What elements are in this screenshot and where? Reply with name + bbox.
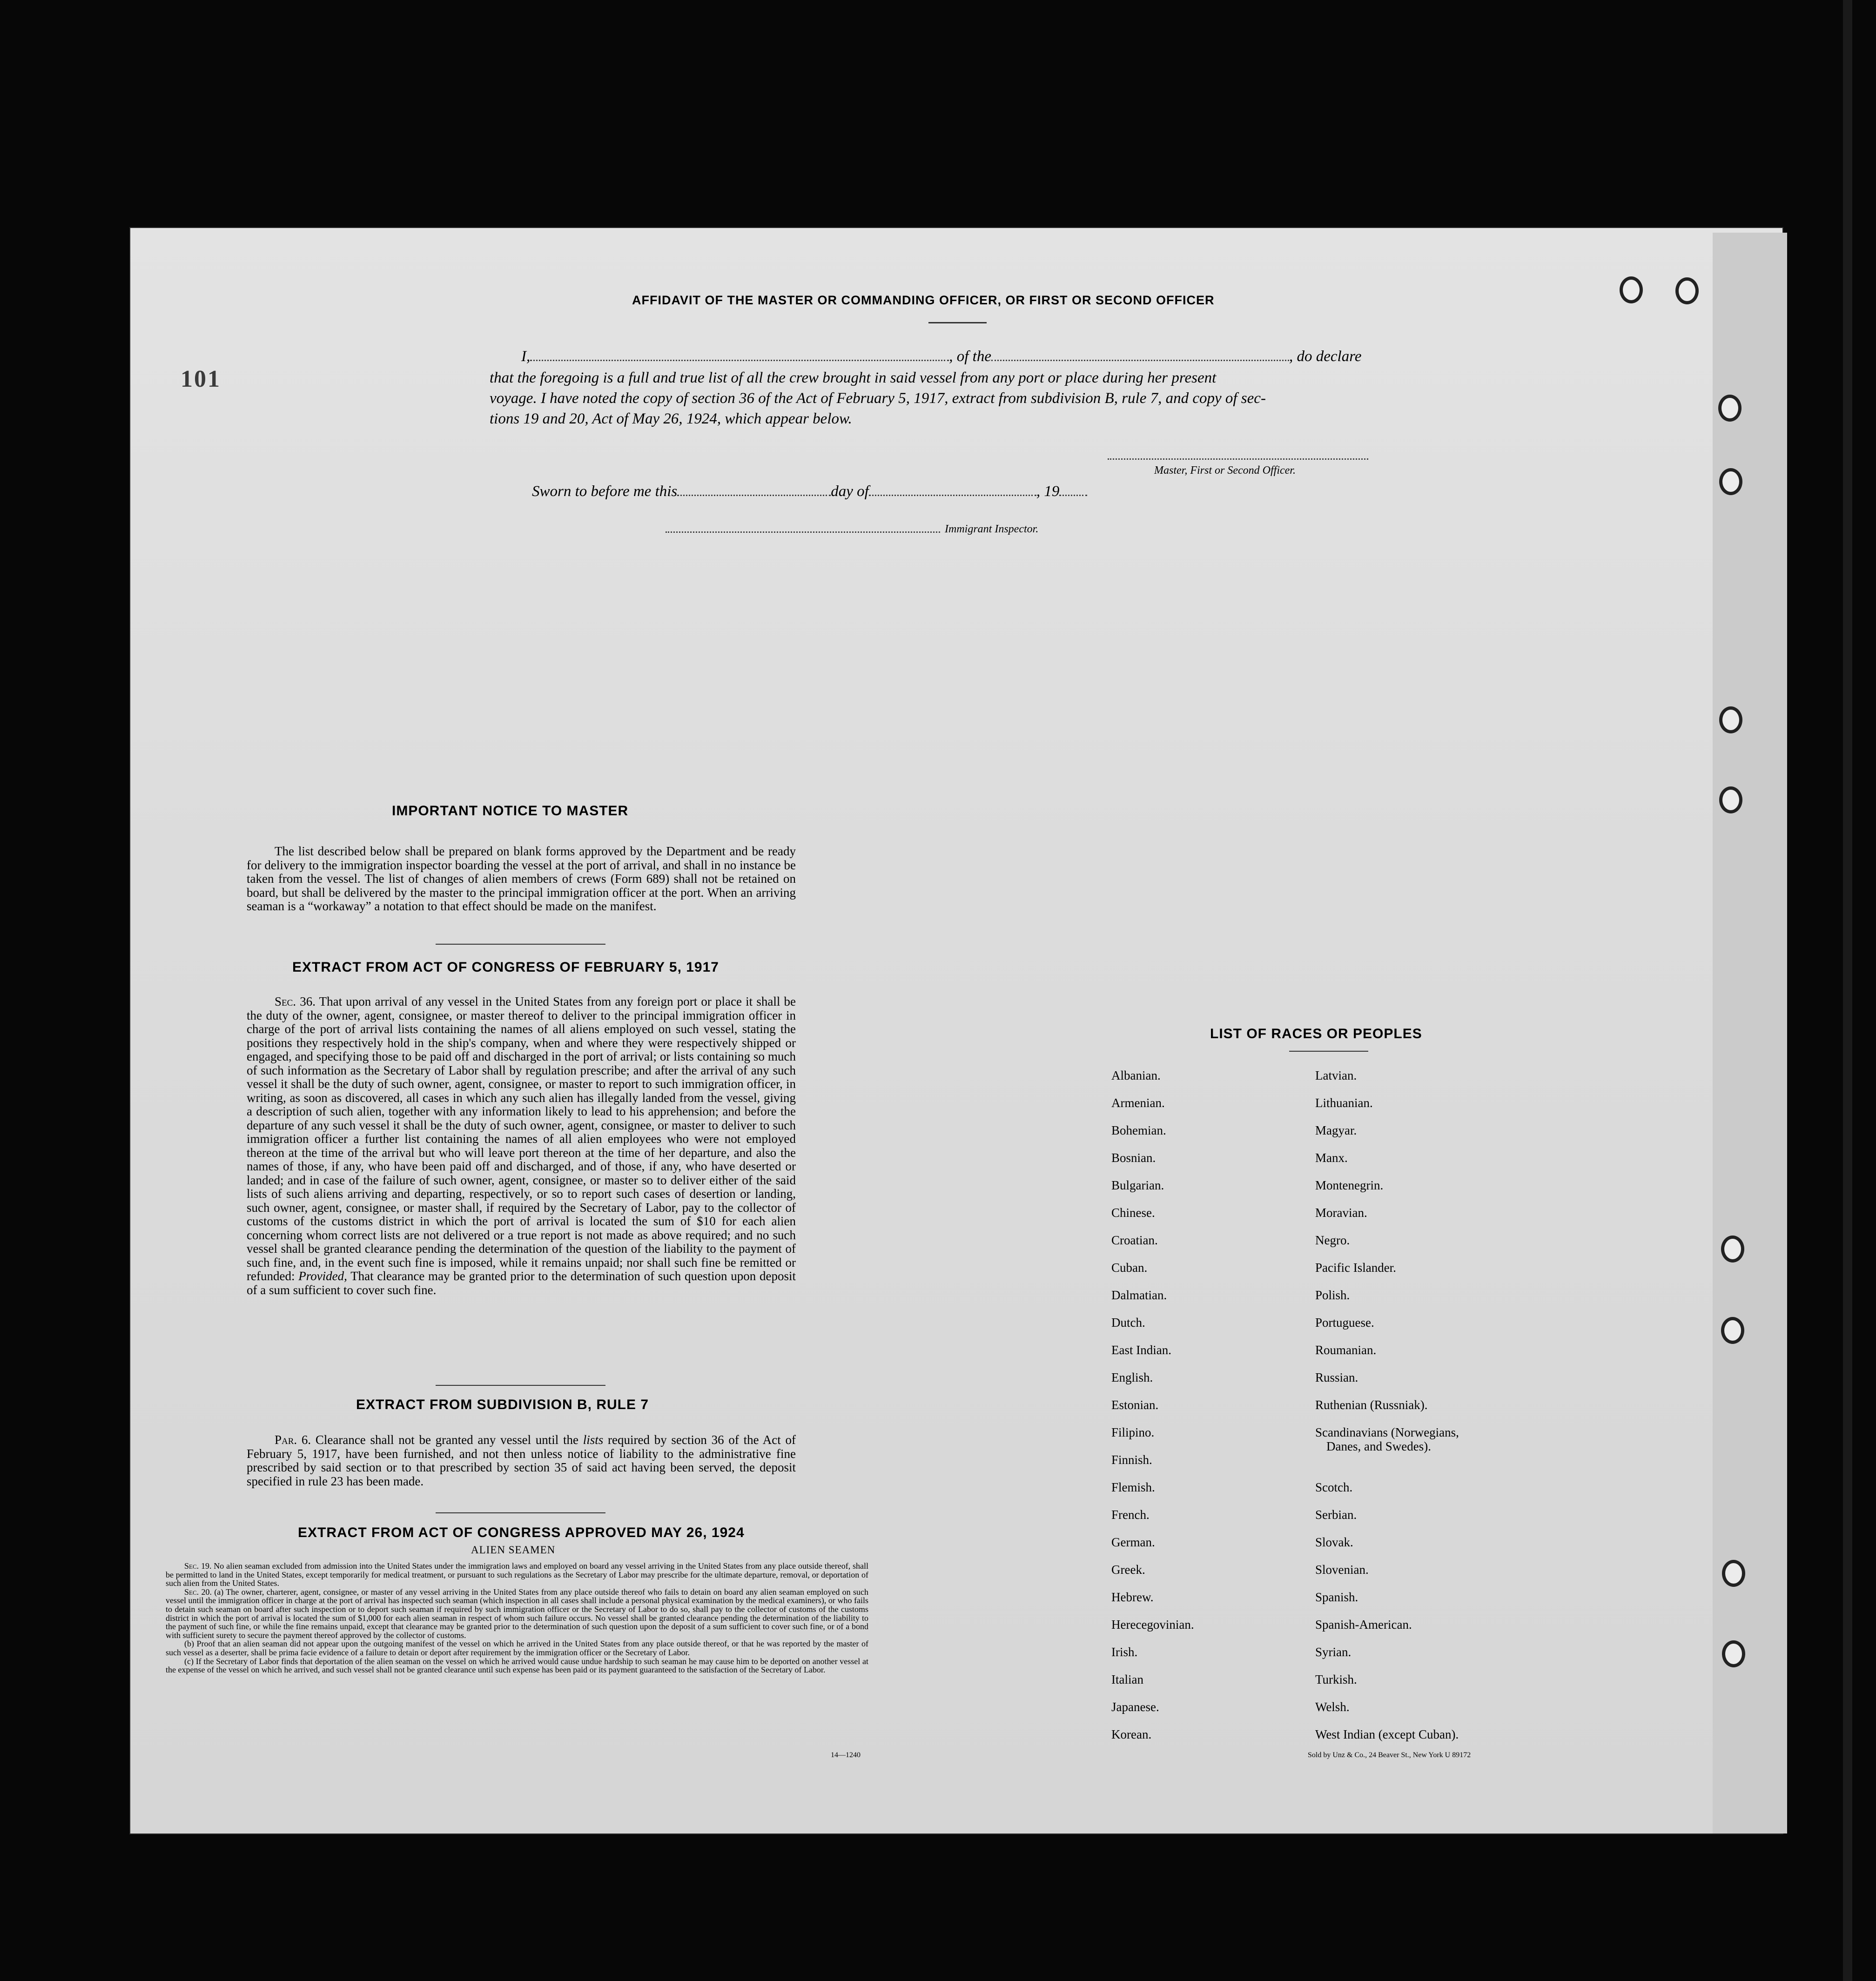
race-item: Montenegrin. xyxy=(1315,1178,1384,1192)
race-item: Bohemian. xyxy=(1111,1123,1166,1137)
race-item: East Indian. xyxy=(1111,1343,1171,1357)
extract-1924-block xyxy=(166,1562,868,1674)
race-item: Moravian. xyxy=(1315,1206,1367,1220)
notice-body-block xyxy=(247,845,796,913)
punch-hole xyxy=(1718,395,1742,422)
sec-36-label: Sec. 36. xyxy=(275,994,316,1008)
day-of-text: day of xyxy=(831,483,869,500)
provided-word: Provided, xyxy=(298,1269,347,1283)
par-6-body-a: Clearance shall not be granted any vessel until the xyxy=(315,1433,579,1447)
race-item: Albanian. xyxy=(1111,1068,1161,1082)
race-item: Latvian. xyxy=(1315,1068,1357,1082)
section-rule xyxy=(436,944,605,945)
race-item: Pacific Islander. xyxy=(1315,1261,1396,1275)
race-item: Estonian. xyxy=(1111,1398,1159,1412)
sec-20b-text: (b) Proof that an alien seaman did not appear upon the outgoing manifest of the vessel on which he arrived in the United States from any place outside thereof, or that he was reported by the master of such vessel as a deserter, shall be prima facie evidence of a failure to detain or deport after requirement by the immigration officer or the Secretary of Labor. xyxy=(166,1639,868,1657)
sec-20a-text xyxy=(166,1588,868,1640)
notice-title: IMPORTANT NOTICE TO MASTER xyxy=(392,803,629,819)
sec-36-body: That upon arrival of any vessel in the United States from any foreign port or place it shall be the duty of the owner, agent, consignee, or master thereof to deliver to the principal immigration officer in charge of the port of arrival lists containing the names of all aliens employed on such vessel, stating the positions they respectively hold in the ship's company, when and where they were respectively shipped or engaged, and specifying those to be paid off and discharged in the port of arrival; or lists containing so much of such information as the Secretary of Labor shall by regulation prescribe; and after the arrival of any such vessel it shall be the duty of such owner, agent, consignee, or master to report to such immigration officer, in writing, as soon as discovered, all cases in which any such alien has illegally landed from the vessel, giving a description of such alien, together with any information likely to lead to his apprehension; and before the departure of any such vessel it shall be the duty of such owner, agent, consignee, or master to deliver to such immigration officer a further list containing the names of all alien employees who were not employed thereon at the time of the arrival but who will leave port thereon at the time of her departure, and also the names of those, if any, who have been paid off and discharged, and of those, if any, who have deserted or landed; and in case of the failure of such owner, agent, consignee, or master so to deliver either of the said lists of such aliens arriving and departing, respectively, or so to report such cases of desertion or landing, such owner, agent, consignee, or master shall, if required by the Secretary of Labor, pay to the collector of customs of the customs district in which the port of arrival is located the sum of $10 for each alien concerning whom correct lists are not delivered or a true report is not made as above required; and no such vessel shall be granted clearance pending the determination of the question of the liability to the payment of such fine, and, in the event such fine is imposed, while it remains unpaid; nor shall such fine be remitted or refunded: xyxy=(247,994,796,1283)
race-item: Chinese. xyxy=(1111,1206,1155,1220)
year-blank xyxy=(1059,490,1087,496)
race-item: Portuguese. xyxy=(1315,1316,1374,1330)
race-item: Scotch. xyxy=(1315,1480,1353,1494)
printer-credit: Sold by Unz & Co., 24 Beaver St., New York U 89172 xyxy=(1308,1751,1471,1759)
punch-hole xyxy=(1721,1236,1744,1262)
race-item: Dutch. xyxy=(1111,1316,1145,1330)
affidavit-line-1 xyxy=(521,348,1361,365)
sworn-line xyxy=(532,483,1087,500)
race-item: Spanish. xyxy=(1315,1590,1358,1604)
master-signature-blank xyxy=(1108,458,1368,460)
race-item: Flemish. xyxy=(1111,1480,1155,1494)
sec-19-body: No alien seaman excluded from admission into the United States under the immigration laws and employed on board any vessel arriving in the United States from any place outside thereof, shall be permitted to land in the United States, except temporarily for medical treatment, or pursuant to such regulations as the Secretary of Labor may prescribe for the ultimate departure, removal, or deportation of such alien from the United States. xyxy=(166,1561,869,1588)
sworn-text: Sworn to before me this xyxy=(532,483,678,500)
inspector-label: Immigrant Inspector. xyxy=(945,523,1039,535)
alien-seamen-subtitle: ALIEN SEAMEN xyxy=(471,1544,556,1556)
master-label: Master, First or Second Officer. xyxy=(1154,464,1296,477)
race-item: Lithuanian. xyxy=(1315,1096,1373,1110)
form-number: 14—1240 xyxy=(831,1751,861,1759)
race-item: Irish. xyxy=(1111,1645,1138,1659)
sworn-date-blank xyxy=(677,490,831,496)
race-item: Turkish. xyxy=(1315,1672,1357,1686)
extract-1917-text xyxy=(247,995,796,1297)
punch-hole xyxy=(1722,1640,1745,1667)
extract-rule7-block xyxy=(247,1433,796,1488)
extract-rule7-title: EXTRACT FROM SUBDIVISION B, RULE 7 xyxy=(356,1397,649,1412)
race-item: Welsh. xyxy=(1315,1700,1350,1714)
race-item: Ruthenian (Russniak). xyxy=(1315,1398,1428,1412)
punch-hole xyxy=(1722,1560,1745,1587)
race-item: Armenian. xyxy=(1111,1096,1165,1110)
affidavit-i: I, xyxy=(521,348,531,365)
affidavit-line-2: that the foregoing is a full and true list of all the crew brought in said vessel from any port or place during her present xyxy=(490,369,1217,386)
race-item: Herecegovinian. xyxy=(1111,1618,1194,1632)
name-blank xyxy=(530,355,949,361)
title-rule xyxy=(928,322,987,323)
race-item: Syrian. xyxy=(1315,1645,1352,1659)
punch-hole xyxy=(1719,786,1742,813)
race-item: Polish. xyxy=(1315,1288,1350,1302)
lists-word: lists xyxy=(583,1433,604,1447)
punch-hole xyxy=(1719,468,1742,495)
sec-19-label: Sec. 19. xyxy=(184,1561,212,1571)
affidavit-title: AFFIDAVIT OF THE MASTER OR COMMANDING OFFICER, OR FIRST OR SECOND OFFICER xyxy=(632,293,1215,307)
race-item: German. xyxy=(1111,1535,1155,1549)
race-item: Italian xyxy=(1111,1672,1143,1686)
sec-19-text xyxy=(166,1562,868,1588)
race-item: Dalmatian. xyxy=(1111,1288,1167,1302)
race-item: Japanese. xyxy=(1111,1700,1159,1714)
month-blank xyxy=(869,490,1036,496)
sec-36-tail: That clearance may be granted prior to the determination of such question upon deposit of a sum sufficient to cover such fine. xyxy=(247,1269,796,1297)
punch-hole xyxy=(1719,706,1742,733)
race-item: Russian. xyxy=(1315,1370,1358,1384)
section-rule xyxy=(436,1512,605,1513)
race-item: Slovak. xyxy=(1315,1535,1353,1549)
affidavit-line-3: voyage. I have noted the copy of section 36 of the Act of February 5, 1917, extract from subdivision B, rule 7, and copy of sec- xyxy=(490,390,1266,407)
race-item: French. xyxy=(1111,1508,1150,1522)
bleed-through-text xyxy=(1066,269,1070,287)
sec-20-label: Sec. 20. xyxy=(184,1587,212,1597)
race-item: Spanish-American. xyxy=(1315,1618,1412,1632)
year-prefix: , 19 xyxy=(1036,483,1060,500)
race-item: Bosnian. xyxy=(1111,1151,1156,1165)
race-item: Serbian. xyxy=(1315,1508,1357,1522)
race-item: Korean. xyxy=(1111,1727,1152,1741)
extract-1917-block xyxy=(247,995,796,1297)
races-title: LIST OF RACES OR PEOPLES xyxy=(1210,1026,1422,1041)
stamp-number: 101 xyxy=(181,366,221,392)
sec-20c-text: (c) If the Secretary of Labor finds that deportation of the alien seaman on the vessel on which he arrived would cause undue hardship to such seaman he may cause him to be deported on another vessel at the expense of the vessel on which he arrived, and such vessel shall not be granted clearance until such expense has been paid or its payment guaranteed to the satisfaction of the Secretary of Labor. xyxy=(166,1656,868,1675)
notice-body: The list described below shall be prepared on blank forms approved by the Department and be ready for delivery to the immigration inspector boarding the vessel at the port of arrival, and shall in no instance be taken from the vessel. The list of changes of alien members of crews (Form 689) shall not be retained on board, but shall be delivered by the master to the principal immigration officer at the port. When an arriving seaman is a “workaway” a notation to that effect should be made on the manifest. xyxy=(247,844,796,913)
affidavit-line-4: tions 19 and 20, Act of May 26, 1924, which appear below. xyxy=(490,410,852,427)
race-item: Croatian. xyxy=(1111,1233,1158,1247)
section-rule xyxy=(436,1385,605,1386)
extract-1924-title: EXTRACT FROM ACT OF CONGRESS APPROVED MAY 26, 1924 xyxy=(298,1525,745,1540)
par-6-label: Par. 6. xyxy=(275,1433,311,1447)
race-item: Manx. xyxy=(1315,1151,1348,1165)
punch-hole xyxy=(1721,1317,1744,1344)
race-item: Cuban. xyxy=(1111,1261,1148,1275)
par-6-body-b: required by section 36 of the Act of February 5, 1917, have been furnished, and not then unless notice of liability to the administrative fine prescribed by said section or to that prescribed by section 35 of said act having been served, the deposit specified in rule 23 has been made. xyxy=(247,1433,796,1488)
race-item: Magyar. xyxy=(1315,1123,1357,1137)
race-item: Finnish. xyxy=(1111,1453,1152,1467)
sec-20a-body: (a) The owner, charterer, agent, consignee, or master of any vessel arriving in the United States from any place outside thereof who fails to detain on board any alien seaman employed on such vessel until the immigration officer in charge at the port of arrival has inspected such seaman (which inspection in all cases shall include a personal physical examination by the medical examiners), or who fails to detain such seaman on board after such inspection or to deport such seaman if required by such immigration officer or the Secretary of Labor to do so, shall pay to the collector of customs of the customs district in which the port of arrival is located the sum of $1,000 for each alien seaman in respect of whom such failure occurs. No vessel shall be granted clearance pending the determination of the liability to the payment of such fine, or while the fine remains unpaid, except that clearance may be granted prior to the determination of such question upon the deposit of a sum sufficient to cover such fine, or of a bond with sufficient surety to secure the payment thereof approved by the collector of customs. xyxy=(166,1587,868,1640)
race-item: Hebrew. xyxy=(1111,1590,1154,1604)
scanner-edge xyxy=(1843,0,1852,1981)
punch-hole xyxy=(1675,277,1699,304)
race-item: Slovenian. xyxy=(1315,1563,1369,1577)
race-item: Danes, and Swedes). xyxy=(1326,1439,1431,1453)
vessel-blank xyxy=(991,355,1289,361)
affidavit-declare: , do declare xyxy=(1289,348,1362,365)
race-item: Roumanian. xyxy=(1315,1343,1377,1357)
race-item: Negro. xyxy=(1315,1233,1350,1247)
races-title-rule xyxy=(1289,1051,1368,1052)
race-item: English. xyxy=(1111,1370,1153,1384)
extract-rule7-text xyxy=(247,1433,796,1488)
affidavit-of-the: , of the xyxy=(949,348,991,365)
race-item: Bulgarian. xyxy=(1111,1178,1164,1192)
inspector-signature-blank xyxy=(666,531,940,533)
race-item: Scandinavians (Norwegians, xyxy=(1315,1425,1459,1439)
race-item: Filipino. xyxy=(1111,1425,1155,1439)
extract-1917-title: EXTRACT FROM ACT OF CONGRESS OF FEBRUARY 5, 1917 xyxy=(292,960,719,975)
race-item: West Indian (except Cuban). xyxy=(1315,1727,1459,1741)
race-item: Greek. xyxy=(1111,1563,1145,1577)
punch-hole xyxy=(1620,276,1643,303)
